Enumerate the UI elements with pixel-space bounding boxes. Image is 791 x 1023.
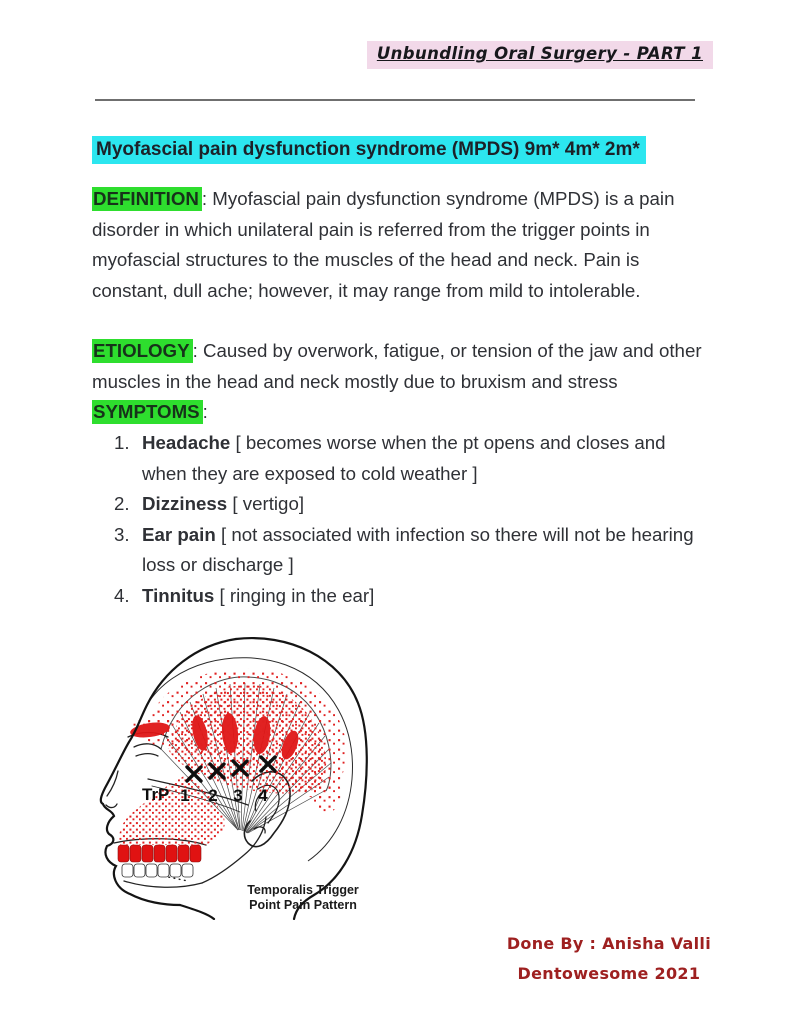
credit-author: Done By : Anisha Valli — [506, 934, 711, 953]
trp-label: TrP — [142, 785, 170, 804]
list-item — [114, 520, 700, 581]
symptom-text: Tinnitus [ ringing in the ear] — [142, 584, 375, 606]
nostril-line — [106, 804, 117, 808]
mandible-body — [124, 881, 202, 887]
etiology-text: : Caused by overwork, fatigue, or tension of the jaw and other muscles in the head and neck mostly due to bruxism and stress — [92, 340, 702, 392]
list-number: 3. — [114, 523, 130, 545]
list-item — [114, 581, 700, 612]
topic-title: Myofascial pain dysfunction syndrome (MPDS) 9m* 4m* 2m* — [92, 136, 646, 164]
symptom-text: Headache [ becomes worse when the pt opens and closes and when they are exposed to cold weather ] — [142, 432, 666, 484]
symptom-list — [114, 428, 700, 612]
list-number: 2. — [114, 493, 130, 515]
figure-caption-line1: Temporalis Trigger — [247, 883, 359, 897]
trp-number-2: 2 — [208, 786, 218, 805]
figure-caption-line2: Point Pain Pattern — [249, 898, 357, 912]
temporalis-trigger-point-figure — [90, 633, 392, 920]
trp-number-4: 4 — [258, 786, 268, 805]
symptoms-label: SYMPTOMS — [92, 400, 203, 424]
list-number: 1. — [114, 432, 130, 453]
trp-number-3: 3 — [233, 786, 243, 805]
definition-paragraph — [92, 184, 714, 306]
etiology-paragraph — [92, 336, 714, 397]
horizontal-divider — [95, 99, 695, 101]
definition-text: : Myofascial pain dysfunction syndrome (MPDS) is a pain disorder in which unilateral pain is referred from the trigger points in myofascial structures to the muscles of the head and neck. Pain is constant, dull ache; however, it may range from mild to intolerable. — [92, 188, 675, 301]
head-profile-illustration — [90, 633, 392, 920]
trp-number-1: 1 — [180, 786, 190, 805]
list-item — [114, 489, 700, 520]
definition-label: DEFINITION — [92, 187, 202, 211]
symptom-text: Ear pain [ not associated with infection so there will not be hearing loss or discharge ] — [142, 523, 694, 576]
upper-teeth-red — [118, 845, 201, 862]
document-header-title: Unbundling Oral Surgery - PART 1 — [367, 41, 713, 69]
lower-teeth — [122, 864, 193, 877]
list-number: 4. — [114, 584, 130, 606]
figure-caption — [238, 883, 368, 913]
symptoms-colon: : — [202, 401, 208, 422]
eye-lower-lid — [136, 754, 158, 756]
credit-brand: Dentowesome 2021 — [517, 964, 701, 983]
symptoms-heading — [92, 397, 714, 428]
symptom-text: Dizziness [ vertigo] — [142, 493, 305, 515]
topic-title-row — [92, 139, 646, 161]
etiology-label: ETIOLOGY — [92, 339, 193, 363]
list-item — [114, 428, 700, 489]
credits — [507, 929, 711, 989]
page-header — [367, 44, 713, 64]
